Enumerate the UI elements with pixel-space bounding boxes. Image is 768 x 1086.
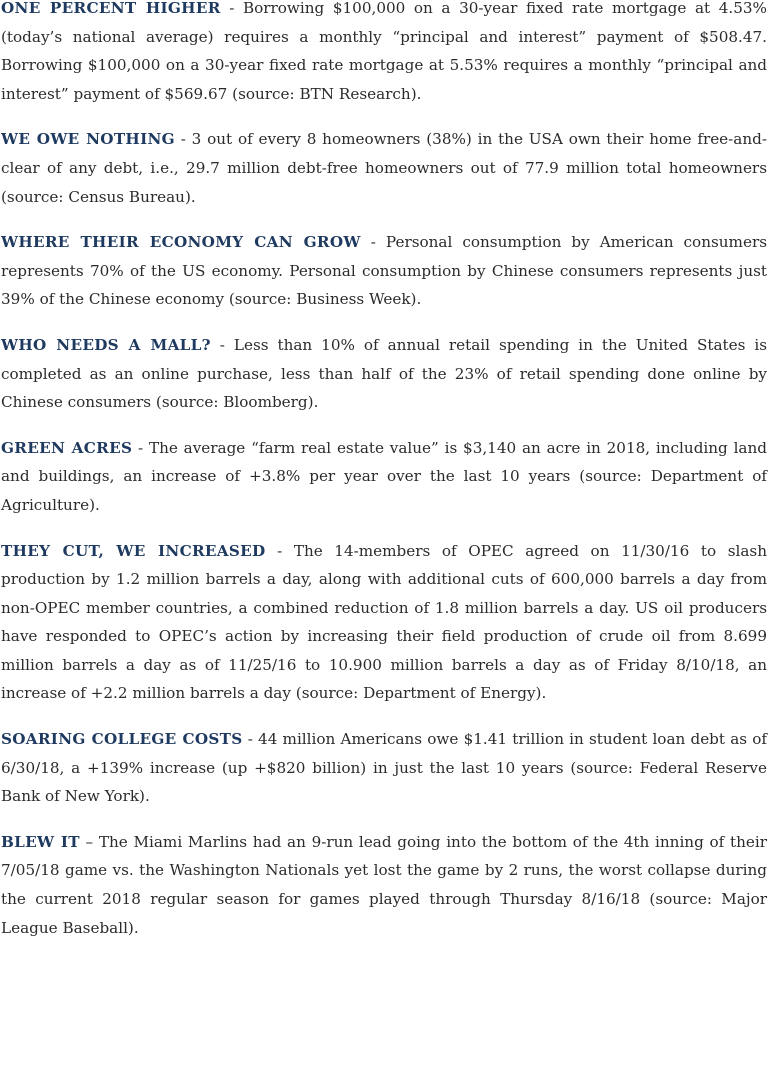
item-body: 44 million Americans owe $1.41 trillion in student loan debt as of 6/30/18, a +139% increase (up +$820 billion) in just the last 10 years (source: Federal Reserve Bank of New York).: [1, 730, 767, 806]
item-separator: –: [79, 832, 99, 851]
news-item-green-acres: [1, 434, 767, 520]
item-headline: WHERE THEIR ECONOMY CAN GROW: [1, 233, 361, 252]
news-item-where-their-economy-can-grow: [1, 228, 767, 314]
item-separator: -: [265, 541, 294, 560]
item-headline: THEY CUT, WE INCREASED: [1, 541, 266, 560]
item-body: The Miami Marlins had an 9-run lead going into the bottom of the 4th inning of their 7/05/18 game vs. the Washington Nationals yet lost the game by 2 runs, the worst collapse during the current 2018 regular season for games played through Thursday 8/16/18 (source: Major League Baseball).: [1, 832, 767, 937]
item-body: Borrowing $100,000 on a 30-year fixed rate mortgage at 4.53% (today’s national average) requires a monthly “principal and interest” payment of $508.47. Borrowing $100,000 on a 30-year fixed rate mortgage at 5.53% requires a monthly “principal and interest” payment of $569.67 (source: BTN Research).: [1, 0, 767, 103]
news-item-soaring-college-costs: [1, 725, 767, 811]
item-body: 3 out of every 8 homeowners (38%) in the USA own their home free-and-clear of any debt, i.e., 29.7 million debt-free homeowners out of 77.9 million total homeowners (source: Census Bureau).: [1, 130, 767, 206]
news-item-we-owe-nothing: [1, 125, 767, 211]
news-item-who-needs-a-mall: [1, 331, 767, 417]
item-separator: -: [242, 730, 259, 749]
item-body: The average “farm real estate value” is $3,140 an acre in 2018, including land and buildings, an increase of +3.8% per year over the last 10 years (source: Department of Agriculture).: [1, 438, 767, 514]
item-body: Less than 10% of annual retail spending in the United States is completed as an online purchase, less than half of the 23% of retail spending done online by Chinese consumers (source: Bloomberg).: [1, 335, 768, 412]
item-body: The 14-members of OPEC agreed on 11/30/16 to slash production by 1.2 million barrels a day, along with additional cuts of 600,000 barrels a day from non-OPEC member countries, a combined reduction of 1.8 million barrels a day. US oil producers have responded to OPEC’s action by increasing their field production of crude oil from 8.699 million barrels a day as of 11/25/16 to 10.900 million barrels a day as of Friday 8/10/18, an increase of +2.2 million barrels a day (source: Department of Energy).: [1, 541, 768, 703]
item-headline: WE OWE NOTHING: [1, 130, 175, 149]
item-headline: SOARING COLLEGE COSTS: [1, 730, 243, 749]
news-item-blew-it: [1, 828, 767, 942]
item-separator: -: [132, 438, 149, 457]
item-separator: -: [174, 130, 192, 149]
news-item-they-cut-we-increased: [1, 537, 767, 709]
item-headline: BLEW IT: [1, 832, 80, 851]
item-separator: -: [360, 233, 386, 252]
item-body: Personal consumption by American consumers represents 70% of the US economy. Personal consumption by Chinese consumers represents just 39% of the Chinese economy (source: Business Week).: [1, 233, 767, 309]
item-headline: WHO NEEDS A MALL?: [1, 335, 211, 354]
item-separator: -: [210, 335, 234, 354]
item-headline: ONE PERCENT HIGHER: [1, 0, 221, 17]
news-item-one-percent-higher: [1, 0, 767, 108]
item-separator: -: [220, 0, 243, 17]
item-headline: GREEN ACRES: [1, 438, 133, 457]
